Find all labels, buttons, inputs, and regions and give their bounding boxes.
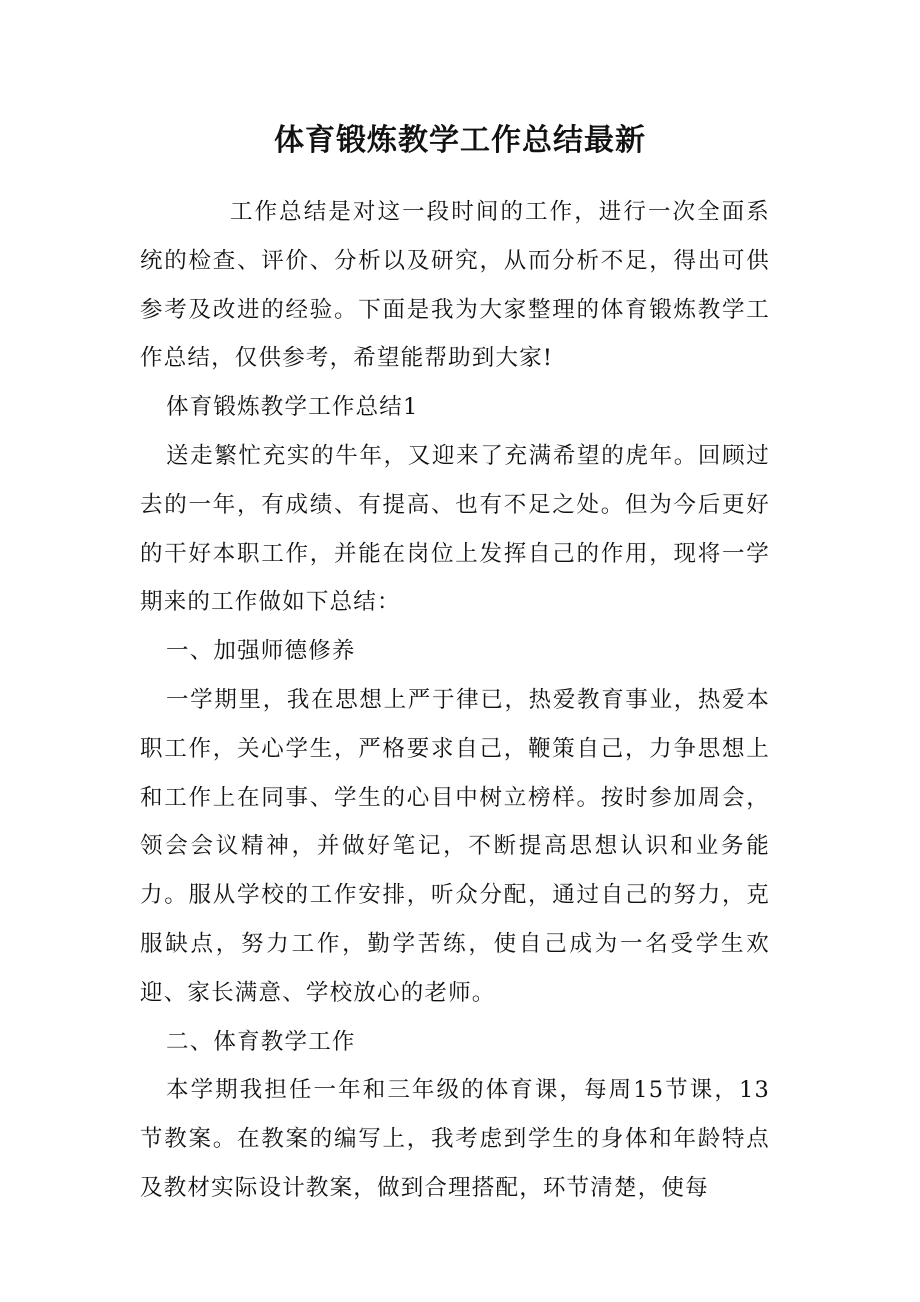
document-title: 体育锻炼教学工作总结最新 [274, 123, 646, 158]
section-heading-ethics: 一、加强师德修养 [166, 638, 356, 665]
body-paragraph: 本学期我担任一年和三年级的体育课，每周15节课，13节教案。在教案的编写上，我考虑到学生的身体和年龄特点及教材实际设计教案，做到合理搭配，环节清楚，使每 [140, 1077, 770, 1201]
section-heading-teaching: 二、体育教学工作 [166, 1028, 356, 1055]
body-paragraph: 送走繁忙充实的牛年，又迎来了充满希望的虎年。回顾过去的一年，有成绩、有提高、也有不足之处。但为今后更好的干好本职工作，并能在岗位上发挥自己的作用，现将一学期来的工作做如下总结： [140, 442, 770, 616]
section-heading-summary-1: 体育锻炼教学工作总结1 [166, 394, 419, 421]
intro-paragraph: 工作总结是对这一段时间的工作，进行一次全面系统的检查、评价、分析以及研究，从而分析不足，得出可供参考及改进的经验。下面是我为大家整理的体育锻炼教学工作总结，仅供参考，希望能帮助到大家! [140, 199, 770, 372]
body-paragraph: 一学期里，我在思想上严于律已，热爱教育事业，热爱本职工作，关心学生，严格要求自己，鞭策自己，力争思想上和工作上在同事、学生的心目中树立榜样。按时参加周会，领会会议精神，并做好笔记，不断提高思想认识和业务能力。服从学校的工作安排，听众分配，通过自己的努力，克服缺点，努力工作，勤学苦练，使自己成为一名受学生欢迎、家长满意、学校放心的老师。 [140, 686, 770, 1006]
document-body [140, 188, 770, 1213]
